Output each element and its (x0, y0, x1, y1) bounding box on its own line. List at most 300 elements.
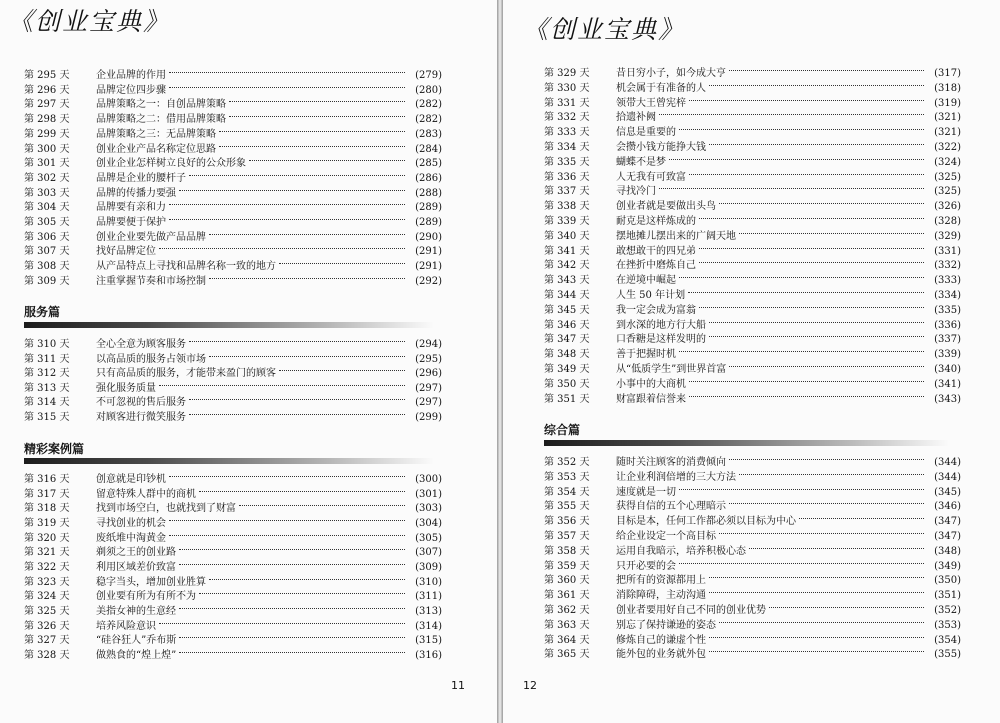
dot-leader (709, 85, 924, 86)
toc-entry-page: (347) (934, 531, 961, 542)
toc-entry-title: 财富跟着信誉来 (616, 393, 686, 405)
toc-entry-page: (329) (934, 230, 961, 242)
toc-entry-page: (316) (415, 649, 442, 661)
toc-entry-day: 第 296 天 (24, 84, 70, 96)
toc-entry-day: 第 336 天 (544, 171, 590, 183)
dot-leader (679, 563, 924, 564)
toc-entry-title: 找到市场空白，也就找到了财富 (96, 503, 236, 515)
dot-leader (688, 292, 924, 293)
toc-entry-title: 品牌策略之三：无品牌策略 (96, 128, 216, 140)
toc-entry-title: 机会属于有准备的人 (616, 82, 706, 94)
toc-entry-title: 口香糖是这样发明的 (616, 334, 706, 346)
book-title: 《创业宝典》 (8, 7, 171, 36)
toc-entry-day: 第 355 天 (544, 501, 590, 513)
toc-entry (24, 127, 442, 142)
toc-entry-day: 第 316 天 (24, 474, 70, 485)
toc-entry-day: 第 320 天 (24, 532, 70, 544)
toc-entry-page: (340) (934, 364, 961, 375)
toc-entry-day: 第 331 天 (544, 97, 590, 109)
toc-entry (24, 274, 442, 289)
toc-entry (24, 516, 442, 531)
toc-entry-day: 第 303 天 (24, 187, 70, 199)
toc-entry-day: 第 342 天 (544, 260, 590, 272)
toc-entry-day: 第 348 天 (544, 349, 590, 361)
toc-entry-page: (352) (934, 605, 961, 616)
toc-entry-page: (299) (415, 412, 442, 423)
toc-entry-page: (315) (415, 635, 442, 647)
toc-entry-title: 耐克是这样炼成的 (616, 216, 696, 227)
toc-entry-page: (297) (415, 382, 442, 394)
toc-entry (544, 514, 961, 529)
toc-entry-title: 让企业利润倍增的三大方法 (616, 471, 736, 483)
dot-leader (169, 72, 405, 73)
toc-entry (24, 366, 442, 381)
toc-entry-title: 利用区域差价致富 (96, 561, 176, 573)
toc-entry-title: 品牌策略之二：借用品牌策略 (96, 114, 226, 126)
toc-entry-day: 第 328 天 (24, 649, 70, 661)
page-number: 11 (451, 679, 465, 692)
toc-entry-title: 全心全意为顾客服务 (96, 339, 186, 350)
toc-entry-page: (292) (415, 275, 442, 287)
toc-entry-page: (336) (934, 319, 961, 331)
toc-entry-title: 小事中的大商机 (616, 378, 686, 390)
toc-entry-title: 修炼自己的谦虚个性 (616, 634, 706, 646)
toc-entry (24, 589, 442, 604)
dot-leader (689, 381, 924, 382)
toc-entry-page: (310) (415, 576, 442, 588)
toc-entry-page: (304) (415, 517, 442, 529)
toc-entry-page: (318) (934, 82, 961, 94)
toc-entry-title: 稳字当头，增加创业胜算 (96, 576, 206, 588)
toc-entry (544, 318, 961, 333)
dot-leader (169, 87, 405, 88)
toc-entry-title: 创业要有所为有所不为 (96, 591, 196, 603)
toc-entry-title: 品牌要便于保护 (96, 217, 166, 228)
toc-entry-page: (291) (415, 261, 442, 273)
toc-entry-page: (280) (415, 84, 442, 96)
toc-entry-page: (351) (934, 590, 961, 602)
toc-entry-day: 第 361 天 (544, 590, 590, 602)
toc-entry-title: 从“低质学生”到世界首富 (616, 364, 727, 375)
toc-entry-page: (317) (934, 68, 961, 79)
dot-leader (799, 518, 924, 519)
toc-entry-title: 把所有的资源都用上 (616, 575, 706, 587)
dot-leader (679, 351, 924, 352)
toc-entry-title: 品牌定位四步骤 (96, 84, 166, 96)
toc-entry (24, 395, 442, 410)
toc-entry-title: 创业企业产品名称定位思路 (96, 143, 216, 155)
toc-entry-page: (314) (415, 620, 442, 632)
toc-entry-title: 会攒小钱方能挣大钱 (616, 142, 706, 153)
toc-entry-page: (328) (934, 216, 961, 227)
toc-entry (544, 392, 961, 407)
toc-entry-page: (305) (415, 532, 442, 544)
toc-entry-page: (344) (934, 471, 961, 483)
dot-leader (279, 263, 405, 264)
toc-entry-title: 消除障碍，主动沟通 (616, 590, 706, 602)
toc-entry-title: 对顾客进行微笑服务 (96, 412, 186, 423)
dot-leader (229, 116, 405, 117)
toc-entry (544, 258, 961, 273)
toc-entry-page: (295) (415, 353, 442, 365)
section-heading-cases: 精彩案例篇 (24, 442, 85, 456)
toc-entry-page: (307) (415, 547, 442, 559)
toc-left (0, 0, 497, 723)
toc-entry (544, 377, 961, 392)
toc-entry-page: (325) (934, 171, 961, 183)
toc-entry-page: (346) (934, 501, 961, 513)
toc-entry-day: 第 330 天 (544, 82, 590, 94)
toc-entry (544, 199, 961, 214)
dot-leader (179, 549, 405, 550)
toc-entry-page: (309) (415, 561, 442, 573)
toc-entry-page: (279) (415, 70, 442, 81)
toc-entry (24, 472, 442, 487)
toc-entry-title: 企业品牌的作用 (96, 70, 166, 81)
toc-entry-title: 创业企业怎样树立良好的公众形象 (96, 158, 246, 170)
toc-entry-day: 第 356 天 (544, 516, 590, 528)
dot-leader (169, 535, 405, 536)
toc-entry (544, 214, 961, 229)
toc-entry (544, 125, 961, 140)
toc-entry-day: 第 318 天 (24, 503, 70, 515)
toc-entry-page: (282) (415, 99, 442, 111)
toc-entry-day: 第 333 天 (544, 127, 590, 139)
toc-entry (544, 96, 961, 111)
toc-entry-page: (284) (415, 143, 442, 155)
dot-leader (669, 159, 924, 160)
toc-entry (24, 575, 442, 590)
toc-entry-title: 品牌是企业的腰杆子 (96, 172, 186, 184)
dot-leader (729, 459, 924, 460)
toc-entry-page: (326) (934, 201, 961, 213)
toc-entry-page: (355) (934, 649, 961, 661)
toc-right (503, 0, 1000, 723)
toc-entry-page: (319) (934, 97, 961, 109)
section-rule (544, 440, 949, 446)
toc-entry-day: 第 338 天 (544, 201, 590, 213)
toc-entry (24, 171, 442, 186)
dot-leader (709, 637, 924, 638)
toc-entry-day: 第 312 天 (24, 368, 70, 380)
dot-leader (769, 607, 924, 608)
toc-entry-day: 第 309 天 (24, 275, 70, 287)
dot-leader (679, 489, 924, 490)
toc-entry (544, 588, 961, 603)
toc-entry-day: 第 302 天 (24, 172, 70, 184)
dot-leader (709, 322, 924, 323)
toc-entry-title: 品牌的传播力要强 (96, 187, 176, 199)
toc-entry-page: (350) (934, 575, 961, 587)
toc-entry-day: 第 329 天 (544, 68, 590, 79)
toc-entry-day: 第 353 天 (544, 471, 590, 483)
toc-entry-day: 第 315 天 (24, 412, 70, 423)
toc-entry-title: 在挫折中磨炼自己 (616, 260, 696, 272)
toc-entry-title: 创业者要用好自己不同的创业优势 (616, 605, 766, 616)
toc-entry-day: 第 344 天 (544, 290, 590, 301)
toc-entry-title: 善于把握时机 (616, 349, 676, 361)
toc-entry-title: 在逆境中崛起 (616, 275, 676, 287)
toc-entry-page: (282) (415, 114, 442, 126)
toc-entry-title: 创业者就是要做出头鸟 (616, 201, 716, 213)
toc-entry-page: (297) (415, 397, 442, 409)
dot-leader (729, 70, 924, 71)
dot-leader (709, 144, 924, 145)
toc-entry-title: 速度就是一切 (616, 486, 676, 498)
toc-entry (544, 303, 961, 318)
toc-entry-page: (348) (934, 545, 961, 557)
toc-entry-day: 第 323 天 (24, 576, 70, 588)
toc-entry-day: 第 354 天 (544, 486, 590, 498)
toc-entry-title: 创意就是印钞机 (96, 474, 166, 485)
toc-entry-day: 第 337 天 (544, 186, 590, 198)
dot-leader (689, 100, 924, 101)
toc-entry-page: (333) (934, 275, 961, 287)
toc-entry-page: (345) (934, 486, 961, 498)
toc-entry-title: “硅谷狂人”乔布斯 (96, 635, 177, 647)
toc-entry-day: 第 339 天 (544, 216, 590, 227)
book-title: 《创业宝典》 (523, 15, 686, 44)
toc-entry-page: (324) (934, 156, 961, 168)
dot-leader (189, 399, 405, 400)
dot-leader (279, 370, 405, 371)
toc-entry (544, 140, 961, 155)
toc-entry-page: (285) (415, 158, 442, 170)
toc-entry-page: (294) (415, 339, 442, 350)
dot-leader (699, 248, 924, 249)
toc-entry-page: (289) (415, 217, 442, 228)
toc-entry-day: 第 299 天 (24, 128, 70, 140)
toc-entry-page: (290) (415, 231, 442, 243)
toc-entry-page: (334) (934, 290, 961, 301)
toc-entry (24, 156, 442, 171)
toc-entry-day: 第 334 天 (544, 142, 590, 153)
dot-leader (169, 520, 405, 521)
toc-entry (544, 618, 961, 633)
toc-entry-page: (300) (415, 474, 442, 485)
dot-leader (709, 651, 924, 652)
toc-entry (24, 381, 442, 396)
toc-entry (544, 529, 961, 544)
section-rule (24, 322, 434, 328)
dot-leader (219, 146, 405, 147)
right-page (503, 0, 1000, 723)
toc-entry (24, 410, 442, 425)
dot-leader (729, 503, 924, 504)
section-rule (24, 458, 434, 464)
dot-leader (179, 564, 405, 565)
toc-entry-day: 第 357 天 (544, 531, 590, 542)
toc-entry (24, 97, 442, 112)
toc-entry-page: (321) (934, 112, 961, 124)
toc-entry (24, 68, 442, 83)
toc-entry-day: 第 322 天 (24, 561, 70, 573)
toc-entry (24, 633, 442, 648)
dot-leader (699, 218, 924, 219)
toc-entry (24, 545, 442, 560)
toc-entry-day: 第 308 天 (24, 261, 70, 273)
dot-leader (159, 248, 405, 249)
toc-entry (24, 186, 442, 201)
toc-entry-title: 以高品质的服务占领市场 (96, 353, 206, 365)
toc-entry (24, 352, 442, 367)
dot-leader (689, 174, 924, 175)
dot-leader (239, 505, 405, 506)
toc-entry-page: (322) (934, 142, 961, 153)
dot-leader (749, 548, 924, 549)
toc-entry (24, 244, 442, 259)
toc-entry (24, 142, 442, 157)
toc-entry-day: 第 295 天 (24, 70, 70, 81)
toc-entry-day: 第 317 天 (24, 488, 70, 500)
toc-entry-title: 我一定会成为富翁 (616, 304, 696, 316)
toc-entry-title: 不可忽视的售后服务 (96, 397, 186, 409)
toc-entry (24, 112, 442, 127)
toc-entry (544, 66, 961, 81)
toc-entry-title: 只开必要的会 (616, 560, 676, 572)
toc-entry-title: 人生 50 年计划 (616, 290, 686, 301)
toc-entry-day: 第 306 天 (24, 231, 70, 243)
toc-entry-day: 第 305 天 (24, 217, 70, 228)
dot-leader (229, 101, 405, 102)
toc-entry-title: 人无我有可致富 (616, 171, 686, 183)
toc-entry (544, 244, 961, 259)
toc-entry-title: 从产品特点上寻找和品牌名称一致的地方 (96, 261, 276, 273)
toc-entry-page: (291) (415, 246, 442, 258)
toc-entry-page: (337) (934, 334, 961, 346)
toc-entry (544, 332, 961, 347)
toc-entry-day: 第 343 天 (544, 275, 590, 287)
toc-entry-title: 剃须之王的创业路 (96, 547, 176, 559)
dot-leader (729, 366, 924, 367)
toc-entry-title: 品牌要有亲和力 (96, 202, 166, 214)
dot-leader (199, 593, 405, 594)
toc-entry (24, 560, 442, 575)
toc-entry-page: (289) (415, 202, 442, 214)
dot-leader (159, 385, 405, 386)
toc-entry-page: (339) (934, 349, 961, 361)
dot-leader (169, 204, 405, 205)
toc-entry (544, 470, 961, 485)
dot-leader (689, 396, 924, 397)
dot-leader (169, 219, 405, 220)
toc-entry (544, 603, 961, 618)
toc-entry-day: 第 314 天 (24, 397, 70, 409)
toc-entry-page: (283) (415, 128, 442, 140)
toc-entry-day: 第 358 天 (544, 545, 590, 557)
toc-entry-day: 第 340 天 (544, 230, 590, 242)
toc-entry (24, 215, 442, 230)
toc-entry-page: (303) (415, 503, 442, 515)
dot-leader (719, 203, 924, 204)
toc-entry-title: 培养风险意识 (96, 620, 156, 632)
toc-entry-title: 摆地摊儿摆出来的广阔天地 (616, 230, 736, 242)
toc-entry (544, 573, 961, 588)
toc-entry-page: (353) (934, 619, 961, 631)
dot-leader (219, 131, 405, 132)
toc-entry-day: 第 347 天 (544, 334, 590, 346)
dot-leader (179, 190, 405, 191)
toc-entry (544, 273, 961, 288)
toc-entry (544, 170, 961, 185)
toc-entry-day: 第 346 天 (544, 319, 590, 331)
toc-entry-day: 第 349 天 (544, 364, 590, 375)
toc-entry-title: 给企业设定一个高目标 (616, 531, 716, 542)
toc-entry-title: 美指女神的生意经 (96, 605, 176, 617)
toc-entry-day: 第 359 天 (544, 560, 590, 572)
dot-leader (179, 637, 405, 638)
toc-entry (544, 110, 961, 125)
dot-leader (189, 341, 405, 342)
toc-entry (24, 230, 442, 245)
dot-leader (679, 277, 924, 278)
toc-entry (24, 648, 442, 663)
dot-leader (189, 175, 405, 176)
toc-entry (24, 259, 442, 274)
toc-entry-title: 蝴蝶不是梦 (616, 156, 666, 168)
dot-leader (719, 622, 924, 623)
toc-entry-day: 第 313 天 (24, 382, 70, 394)
toc-entry-page: (341) (934, 378, 961, 390)
toc-entry-day: 第 304 天 (24, 202, 70, 214)
toc-entry-title: 寻找冷门 (616, 186, 656, 198)
toc-entry-day: 第 311 天 (24, 353, 70, 365)
dot-leader (209, 278, 405, 279)
toc-entry (24, 83, 442, 98)
toc-entry-page: (311) (415, 591, 442, 603)
dot-leader (699, 262, 924, 263)
toc-entry-day: 第 298 天 (24, 114, 70, 126)
dot-leader (179, 608, 405, 609)
toc-entry (544, 499, 961, 514)
toc-entry-day: 第 321 天 (24, 547, 70, 559)
toc-entry (544, 485, 961, 500)
toc-entry-title: 到水深的地方行大船 (616, 319, 706, 331)
toc-entry-title: 目标是本，任何工作都必须以目标为中心 (616, 516, 796, 528)
toc-entry (544, 229, 961, 244)
dot-leader (709, 577, 924, 578)
toc-entry (544, 633, 961, 648)
toc-entry-day: 第 297 天 (24, 99, 70, 111)
toc-entry-page: (354) (934, 634, 961, 646)
toc-entry-day: 第 307 天 (24, 246, 70, 258)
toc-entry-title: 领带大王曾宪梓 (616, 97, 686, 109)
toc-entry (24, 487, 442, 502)
toc-entry-day: 第 325 天 (24, 605, 70, 617)
toc-entry-day: 第 345 天 (544, 304, 590, 316)
toc-entry-title: 只有高品质的服务，才能带来盈门的顾客 (96, 368, 276, 380)
toc-entry-page: (321) (934, 127, 961, 139)
toc-entry-title: 创业企业要先做产品品牌 (96, 231, 206, 243)
toc-entry-title: 能外包的业务就外包 (616, 649, 706, 661)
toc-entry-page: (344) (934, 457, 961, 468)
toc-entry-page: (335) (934, 304, 961, 316)
toc-entry-title: 昔日穷小子，如今成大亨 (616, 68, 726, 79)
toc-entry (544, 362, 961, 377)
toc-entry-title: 废纸堆中淘黄金 (96, 532, 166, 544)
toc-entry-day: 第 364 天 (544, 634, 590, 646)
toc-entry-day: 第 360 天 (544, 575, 590, 587)
dot-leader (709, 336, 924, 337)
dot-leader (659, 188, 924, 189)
toc-entry (544, 559, 961, 574)
dot-leader (739, 474, 924, 475)
toc-entry-title: 运用自我暗示，培养积极心态 (616, 545, 746, 557)
dot-leader (209, 356, 405, 357)
toc-entry-page: (313) (415, 605, 442, 617)
toc-entry-page: (331) (934, 245, 961, 257)
toc-entry-day: 第 324 天 (24, 591, 70, 603)
